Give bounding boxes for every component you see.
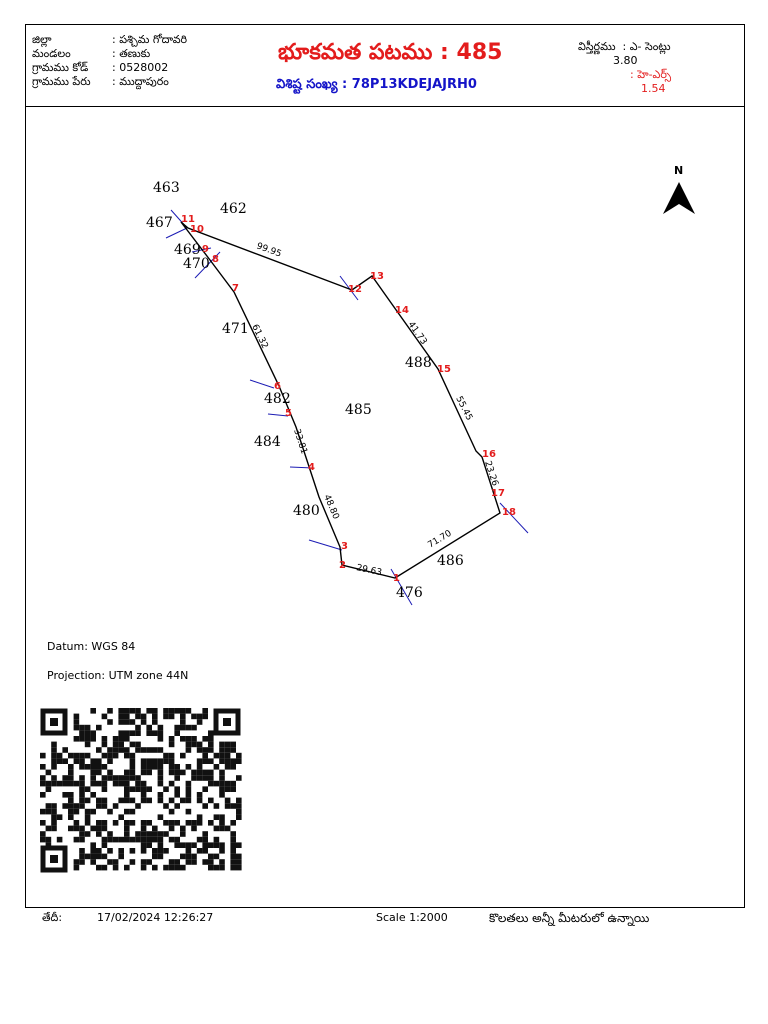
qr-code-icon bbox=[40, 708, 244, 876]
neighbor-label: 463 bbox=[153, 180, 180, 196]
area-label: విస్తీర్ణము bbox=[578, 40, 616, 53]
area-hectares-value: 1.54 bbox=[641, 82, 666, 95]
neighbor-label: 482 bbox=[264, 391, 291, 407]
area-unit-acres: : ఎ- సెంట్లు bbox=[622, 40, 671, 53]
edge-length: 99.95 bbox=[254, 241, 283, 260]
projection-note: Projection: UTM zone 44N bbox=[47, 669, 189, 682]
neighbor-label: 488 bbox=[405, 355, 432, 371]
vertex-label: 12 bbox=[348, 284, 362, 295]
edge-length: 71.70 bbox=[426, 528, 454, 551]
neighbor-label: 480 bbox=[293, 503, 320, 519]
vertex-label: 2 bbox=[339, 560, 346, 571]
vertex-label: 18 bbox=[502, 507, 516, 518]
village-code-value: : 0528002 bbox=[112, 61, 169, 74]
district-value: : పశ్చిమ గోదావరి bbox=[112, 33, 188, 46]
neighbor-label: 471 bbox=[222, 321, 249, 337]
vertex-label: 1 bbox=[393, 573, 400, 584]
neighbor-labels bbox=[146, 180, 464, 601]
north-label: N bbox=[674, 164, 684, 177]
vertex-label: 6 bbox=[274, 381, 281, 392]
village-name-label: గ్రామము పేరు bbox=[32, 75, 91, 88]
mandal-value: : తణుకు bbox=[112, 47, 151, 60]
vertex-label: 9 bbox=[202, 244, 209, 255]
parcel-boundary bbox=[181, 222, 500, 578]
village-name-value: : ముద్దాపురం bbox=[112, 75, 169, 88]
vertex-label: 16 bbox=[482, 449, 496, 460]
vertex-label: 11 bbox=[181, 214, 195, 225]
vertex-label: 4 bbox=[308, 462, 315, 473]
edge-length: 23.26 bbox=[482, 459, 500, 488]
unique-id-label: విశిష్ట సంఖ్య : bbox=[276, 77, 352, 92]
area-acres-value: 3.80 bbox=[613, 54, 638, 67]
mandal-label: మండలం bbox=[32, 47, 71, 60]
vertex-label: 8 bbox=[212, 254, 219, 265]
neighbor-label: 467 bbox=[146, 215, 173, 231]
title-number: 485 bbox=[456, 40, 503, 65]
district-label: జిల్లా bbox=[32, 33, 52, 46]
qr-code bbox=[40, 708, 244, 876]
neighbor-label: 484 bbox=[254, 434, 281, 450]
units-note: కొలతలు అన్నీ మీటరులో ఉన్నాయి bbox=[489, 911, 650, 925]
vertex-label: 14 bbox=[395, 305, 409, 316]
date-value: 17/02/2024 12:26:27 bbox=[97, 911, 214, 924]
neighbor-label: 469 bbox=[174, 242, 201, 258]
north-arrow-icon bbox=[663, 164, 695, 214]
vertex-labels bbox=[181, 214, 516, 584]
area-unit-hectares: : హె-ఎర్స్ bbox=[630, 68, 672, 81]
edge-length: 61.32 bbox=[249, 322, 270, 351]
vertex-label: 5 bbox=[285, 408, 292, 419]
scale-label: Scale 1:2000 bbox=[376, 911, 448, 924]
date-label: తేదీ: bbox=[42, 911, 63, 924]
parcel-label: 485 bbox=[345, 402, 372, 418]
vertex-label: 7 bbox=[232, 283, 239, 294]
edge-length: 48.80 bbox=[321, 493, 341, 521]
vertex-label: 3 bbox=[341, 541, 348, 552]
neighbor-label: 476 bbox=[396, 585, 423, 601]
vertex-label: 13 bbox=[370, 271, 384, 282]
edge-length: 33.81 bbox=[291, 427, 309, 456]
edge-length: 41.73 bbox=[405, 319, 429, 347]
edge-length: 55.45 bbox=[453, 394, 474, 423]
vertex-label: 10 bbox=[190, 224, 204, 235]
vertex-label: 17 bbox=[491, 488, 505, 499]
datum-note: Datum: WGS 84 bbox=[47, 640, 136, 653]
unique-id-value: 78P13KDEJAJRH0 bbox=[351, 77, 477, 92]
title-label: భూకమత పటము : bbox=[278, 40, 457, 65]
edge-length: 29.63 bbox=[355, 563, 383, 579]
vertex-label: 15 bbox=[437, 364, 451, 375]
neighbor-label: 462 bbox=[220, 201, 247, 217]
neighbor-label: 486 bbox=[437, 553, 464, 569]
village-code-label: గ్రామము కోడ్ bbox=[32, 61, 89, 74]
neighbor-label: 470 bbox=[183, 256, 210, 272]
